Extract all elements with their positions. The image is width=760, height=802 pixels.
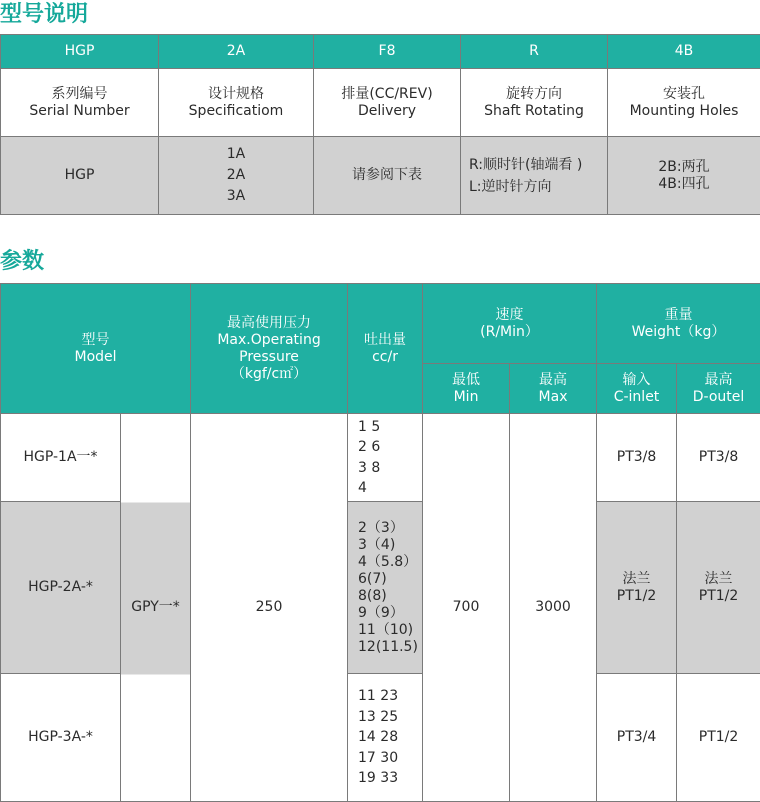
- label-mounting-holes: 安装孔 Mounting Holes: [608, 69, 760, 137]
- pressure-value: 250: [191, 414, 348, 802]
- model-cell: HGP-3A-*: [1, 674, 121, 802]
- speed-max-value: 3000: [510, 414, 597, 802]
- code-rotation: R: [461, 35, 608, 69]
- label-specification: 设计规格 Specificatiom: [159, 69, 314, 137]
- code-series: HGP: [1, 35, 159, 69]
- code-row: [1, 35, 760, 69]
- model-description-table: [0, 34, 760, 215]
- weight-outlet-cell: PT3/8: [677, 414, 760, 502]
- value-delivery: 请参阅下表: [314, 137, 461, 215]
- value-spec: 1A 2A 3A: [159, 137, 314, 215]
- code-holes: 4B: [608, 35, 760, 69]
- code-delivery: F8: [314, 35, 461, 69]
- header-weight-outlet: 最高 D-outel: [677, 364, 760, 414]
- parameters-title: 参数: [0, 251, 44, 273]
- label-row: [1, 69, 760, 137]
- header-weight-inlet: 输入 C-inlet: [597, 364, 677, 414]
- header-speed: 速度 (R/Min）: [423, 284, 597, 364]
- parameters-table: [0, 283, 760, 802]
- header-max-pressure: 最高使用压力 Max.Operating Pressure （kgf/c㎡）: [191, 284, 348, 414]
- weight-inlet-cell: 法兰 PT1/2: [597, 502, 677, 674]
- table-row: [1, 674, 760, 802]
- table-row: [1, 414, 760, 502]
- value-series: HGP: [1, 137, 159, 215]
- header-speed-max: 最高 Max: [510, 364, 597, 414]
- model-description-title: 型号说明: [0, 4, 88, 26]
- flow-cell: 2（3） 3（4) 4（5.8） 6(7) 8(8) 9（9） 11（10) 12(11.5): [348, 502, 423, 674]
- speed-min-value: 700: [423, 414, 510, 802]
- flow-cell: 1 5 2 6 3 8 4: [348, 414, 423, 502]
- weight-outlet-cell: PT1/2: [677, 674, 760, 802]
- label-serial-number: 系列编号 Serial Number: [1, 69, 159, 137]
- flow-cell: 11 23 13 25 14 28 17 30 19 33: [348, 674, 423, 802]
- label-shaft-rotating: 旋转方向 Shaft Rotating: [461, 69, 608, 137]
- value-row: [1, 137, 760, 215]
- value-rotation: R:顺时针(轴端看 ) L:逆时针方向: [461, 137, 608, 215]
- gpy-cell: GPY一*: [121, 414, 191, 802]
- model-cell: HGP-2A-*: [1, 502, 121, 674]
- header-weight: 重量 Weight（kg）: [597, 284, 760, 364]
- code-spec: 2A: [159, 35, 314, 69]
- label-delivery: 排量(CC/REV) Delivery: [314, 69, 461, 137]
- table-row: [1, 502, 760, 674]
- model-cell: HGP-1A一*: [1, 414, 121, 502]
- weight-inlet-cell: PT3/8: [597, 414, 677, 502]
- header-row-1: [1, 284, 760, 364]
- weight-outlet-cell: 法兰 PT1/2: [677, 502, 760, 674]
- header-flow: 吐出量 cc/r: [348, 284, 423, 414]
- header-model: 型号 Model: [1, 284, 191, 414]
- value-holes: 2B:两孔 4B:四孔: [608, 137, 760, 215]
- header-speed-min: 最低 Min: [423, 364, 510, 414]
- weight-inlet-cell: PT3/4: [597, 674, 677, 802]
